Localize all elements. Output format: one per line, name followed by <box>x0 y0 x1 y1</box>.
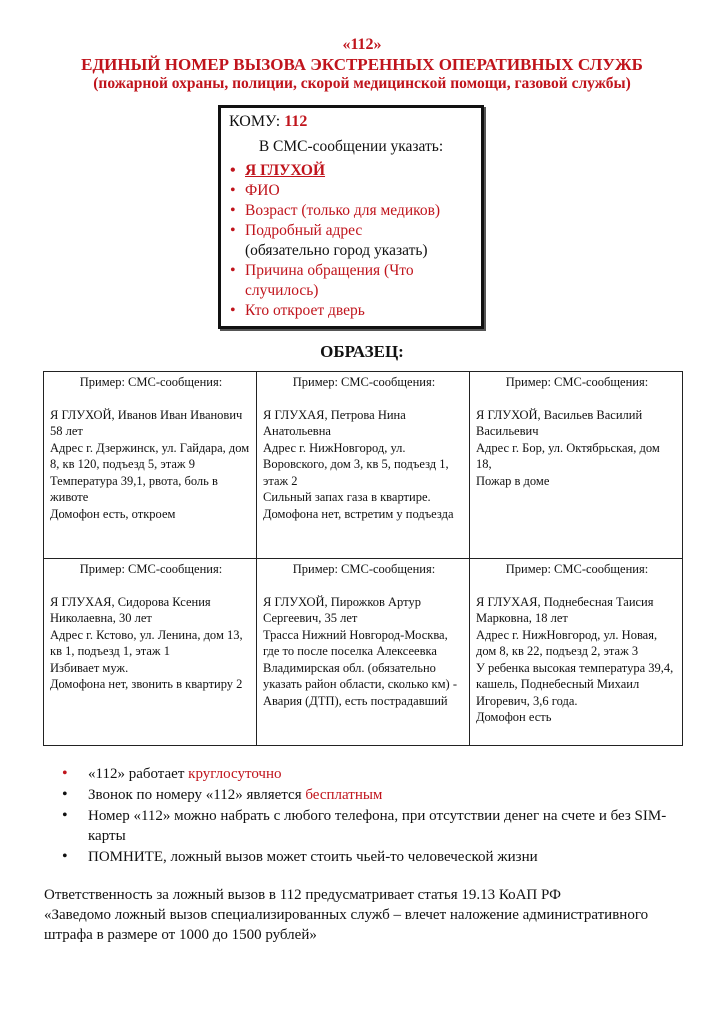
sample-cell: Пример: СМС-сообщения: Я ГЛУХОЙ, Пирожков Артур Сергеевич, 35 лет Трасса Нижний Новгород-Москва, где то после поселка Алексеевка Владимирская обл. (обязательно указать район области, сколько км) - Авария (ДТП), есть пострадавший <box>257 559 470 746</box>
document-header <box>0 36 724 93</box>
sms-required-fields <box>229 161 473 321</box>
cell-header: Пример: СМС-сообщения: <box>79 375 223 389</box>
emergency-number-heading: «112» <box>342 36 382 53</box>
legal-notice-line: Ответственность за ложный вызов в 112 предусматривает статья 19.13 КоАП РФ <box>44 887 561 903</box>
recipient-number: 112 <box>284 113 308 130</box>
sample-cell: Пример: СМС-сообщения: Я ГЛУХАЯ, Сидорова Ксения Николаевна, 30 лет Адрес г. Кстово, ул. Ленина, дом 13, кв 1, подъезд 1, этаж 1 Избивает муж. Домофона нет, звонить в квартиру 2 <box>44 559 257 746</box>
fact-false-call-warning: • ПОМНИТЕ, ложный вызов может стоить чьей-то человеческой жизни <box>62 847 692 867</box>
table-row <box>44 372 683 559</box>
sample-heading: ОБРАЗЕЦ: <box>320 342 404 361</box>
cell-header: Пример: СМС-сообщения: <box>292 375 436 389</box>
field-address-note: (обязательно город указать) <box>245 242 428 259</box>
sample-messages-table <box>43 371 683 746</box>
sample-cell: Пример: СМС-сообщения: Я ГЛУХАЯ, Поднебесная Таисия Марковна, 18 лет Адрес г. НижНовгород, ул. Новая, дом 8, кв 22, подъезд 2, этаж 3 У ребенка высокая температура 39,4, кашель, Поднебесный Михаил Игоревич, 3,6 года. Домофон есть <box>470 559 683 746</box>
fact-any-phone: • Номер «112» можно набрать с любого телефона, при отсутствии денег на счете и без SIM-карты <box>62 806 692 846</box>
cell-header: Пример: СМС-сообщения: <box>505 375 649 389</box>
field-age: • Возраст (только для медиков) <box>229 201 473 221</box>
sample-cell: Пример: СМС-сообщения: Я ГЛУХОЙ, Васильев Василий Васильевич Адрес г. Бор, ул. Октябрьская, дом 18, Пожар в доме <box>470 372 683 559</box>
cell-header: Пример: СМС-сообщения: <box>79 562 223 576</box>
table-row <box>44 559 683 746</box>
fact-round-the-clock: • «112» работает круглосуточно <box>62 764 692 784</box>
legal-notice-quote: «Заведомо ложный вызов специализированных служб – влечет наложение административного штрафа в размере от 1000 до 1500 рублей» <box>44 907 649 943</box>
cell-header: Пример: СМС-сообщения: <box>292 562 436 576</box>
cell-header: Пример: СМС-сообщения: <box>505 562 649 576</box>
recipient-label: КОМУ: <box>229 113 281 130</box>
sms-hint: В СМС-сообщении указать: <box>258 138 444 155</box>
document-title: ЕДИНЫЙ НОМЕР ВЫЗОВА ЭКСТРЕННЫХ ОПЕРАТИВНЫХ СЛУЖБ <box>81 55 643 74</box>
sms-recipient <box>229 112 473 132</box>
sms-instructions-box <box>218 105 484 329</box>
field-door: • Кто откроет дверь <box>229 301 473 321</box>
legal-notice <box>44 885 694 945</box>
field-full-name: • ФИО <box>229 181 473 201</box>
sample-cell: Пример: СМС-сообщения: Я ГЛУХАЯ, Петрова Нина Анатольевна Адрес г. НижНовгород, ул. Воровского, дом 3, кв 5, подъезд 1, этаж 2 Сильный запах газа в квартире. Домофона нет, встретим у подъезда <box>257 372 470 559</box>
field-deaf: • Я ГЛУХОЙ <box>229 161 473 181</box>
fact-free-call: • Звонок по номеру «112» является бесплатным <box>62 785 692 805</box>
field-reason: • Причина обращения (Что случилось) <box>229 261 473 301</box>
field-address: • Подробный адрес (обязательно город указать) <box>229 221 473 261</box>
sample-cell: Пример: СМС-сообщения: Я ГЛУХОЙ, Иванов Иван Иванович 58 лет Адрес г. Дзержинск, ул. Гайдара, дом 8, кв 120, подъезд 5, этаж 9 Температура 39,1, рвота, боль в животе Домофон есть, откроем <box>44 372 257 559</box>
facts-list <box>62 764 692 868</box>
document-subtitle: (пожарной охраны, полиции, скорой медицинской помощи, газовой службы) <box>93 75 631 92</box>
